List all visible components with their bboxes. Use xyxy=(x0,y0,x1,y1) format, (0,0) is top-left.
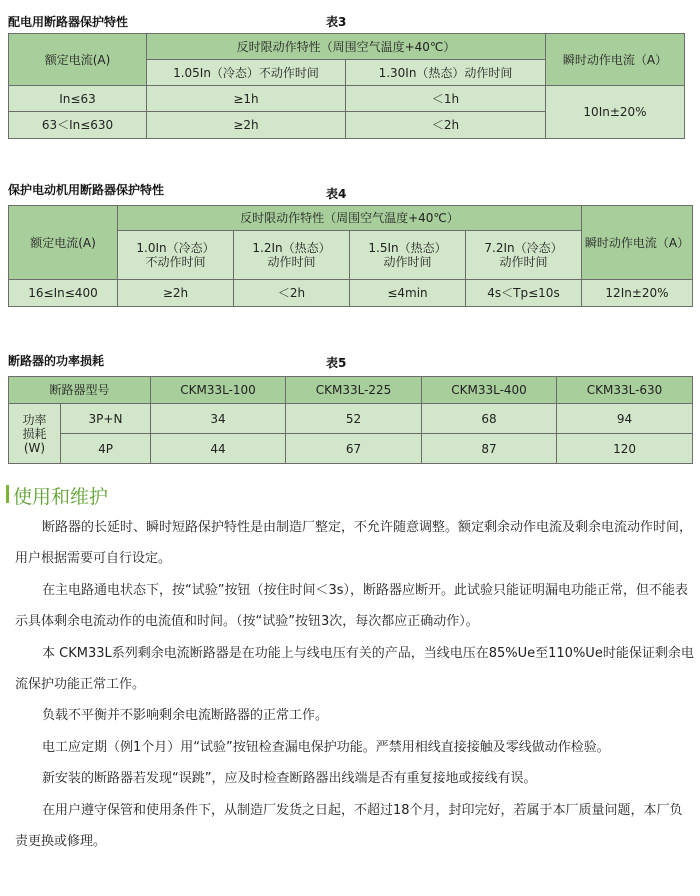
paragraph: 新安装的断路器若发现“误跳”，应及时检查断路器出线端是否有重复接地或接线有误。 xyxy=(42,771,537,787)
paragraph: 在用户遵守保管和使用条件下，从制造厂发货之日起，不超过18个月，封印完好，若属于本厂质量问题，本厂负责更换或修理。 xyxy=(15,802,683,850)
table4-number: 表4 xyxy=(326,187,347,201)
table4-header-sub2: 1.2In（热态） 动作时间 xyxy=(234,231,350,280)
table5-header-model-100: CKM33L-100 xyxy=(151,377,286,404)
table5-cell: 34 xyxy=(151,404,286,434)
table5-cell: 94 xyxy=(557,404,693,434)
table3-header-sub1: 1.05In（冷态）不动作时间 xyxy=(147,60,346,86)
table3-instant-value: 10In±20% xyxy=(546,86,685,139)
table3-cell: ≥1h xyxy=(147,86,346,112)
table4-header-rated: 额定电流(A) xyxy=(9,206,118,280)
table-row xyxy=(9,404,693,434)
table3-cell: ＜2h xyxy=(346,112,546,139)
table5-header-model-400: CKM33L-400 xyxy=(422,377,557,404)
table4-header-sub4: 7.2In（冷态） 动作时间 xyxy=(466,231,582,280)
paragraph: 断路器的长延时、瞬时短路保护特性是由制造厂整定，不允许随意调整。额定剩余动作电流及剩余电流动作时间，用户根据需要可自行设定。 xyxy=(15,520,693,567)
table5-header-model: 断路器型号 xyxy=(9,377,151,404)
table5-number: 表5 xyxy=(326,356,347,370)
table3-header-inverse: 反时限动作特性（周围空气温度+40℃） xyxy=(147,34,546,60)
table5-cell: 87 xyxy=(422,434,557,464)
table3 xyxy=(8,33,685,139)
section-title-marker xyxy=(6,485,9,503)
table5-cell: 120 xyxy=(557,434,693,464)
table5-header-model-225: CKM33L-225 xyxy=(286,377,422,404)
paragraph: 在主电路通电状态下，按“试验”按钮（按住时间＜3s），断路器应断开。此试验只能证明漏电功能正常，但不能表示具体剩余电流动作的电流值和时间。（按“试验”按钮3次，每次都应正确动作）。 xyxy=(15,582,689,630)
table4-cell: 4s＜Tp≤10s xyxy=(466,280,582,307)
table5-loss-label: 功率 损耗 (W) xyxy=(9,404,61,464)
paragraph: 电工应定期（例1个月）用“试验”按钮检查漏电保护功能。严禁用相线直接接触及零线做动作检验。 xyxy=(42,739,610,755)
table3-header-sub2: 1.30In（热态）动作时间 xyxy=(346,60,546,86)
section-body xyxy=(15,512,695,857)
table4-cell: 12In±20% xyxy=(582,280,693,307)
table5-cell: 52 xyxy=(286,404,422,434)
table3-cell: ≥2h xyxy=(147,112,346,139)
table4-cell: ＜2h xyxy=(234,280,350,307)
table3-caption: 配电用断路器保护特性 xyxy=(8,15,129,29)
table3-cell: In≤63 xyxy=(9,86,147,112)
table5-pole-4p: 4P xyxy=(61,434,151,464)
table4-header-inverse: 反时限动作特性（周围空气温度+40℃） xyxy=(118,206,582,231)
table5-caption: 断路器的功率损耗 xyxy=(8,354,105,368)
table5-cell: 44 xyxy=(151,434,286,464)
table4-caption: 保护电动机用断路器保护特性 xyxy=(8,183,165,197)
table4-cell: ≥2h xyxy=(118,280,234,307)
table4 xyxy=(8,205,693,307)
paragraph: 负载不平衡并不影响剩余电流断路器的正常工作。 xyxy=(42,708,329,724)
table3-header-instant: 瞬时动作电流（A） xyxy=(546,34,685,86)
section-title: 使用和维护 xyxy=(13,486,109,508)
table5-cell: 68 xyxy=(422,404,557,434)
table5-pole-3pn: 3P+N xyxy=(61,404,151,434)
table3-cell: ＜1h xyxy=(346,86,546,112)
table4-header-sub3: 1.5In（热态） 动作时间 xyxy=(350,231,466,280)
table4-header-sub1: 1.0In（冷态） 不动作时间 xyxy=(118,231,234,280)
table-row xyxy=(9,434,693,464)
table-row xyxy=(9,280,693,307)
table4-cell: ≤4min xyxy=(350,280,466,307)
table3-number: 表3 xyxy=(326,15,347,29)
table5 xyxy=(8,376,693,464)
table3-header-rated: 额定电流(A) xyxy=(9,34,147,86)
paragraph: 本 CKM33L系列剩余电流断路器是在功能上与线电压有关的产品，当线电压在85%Ue至110%Ue时能保证剩余电流保护功能正常工作。 xyxy=(15,645,694,693)
table3-cell: 63＜In≤630 xyxy=(9,112,147,139)
table4-header-instant: 瞬时动作电流（A） xyxy=(582,206,693,280)
table5-cell: 67 xyxy=(286,434,422,464)
table-row xyxy=(9,86,685,112)
table5-header-model-630: CKM33L-630 xyxy=(557,377,693,404)
table4-cell: 16≤In≤400 xyxy=(9,280,118,307)
